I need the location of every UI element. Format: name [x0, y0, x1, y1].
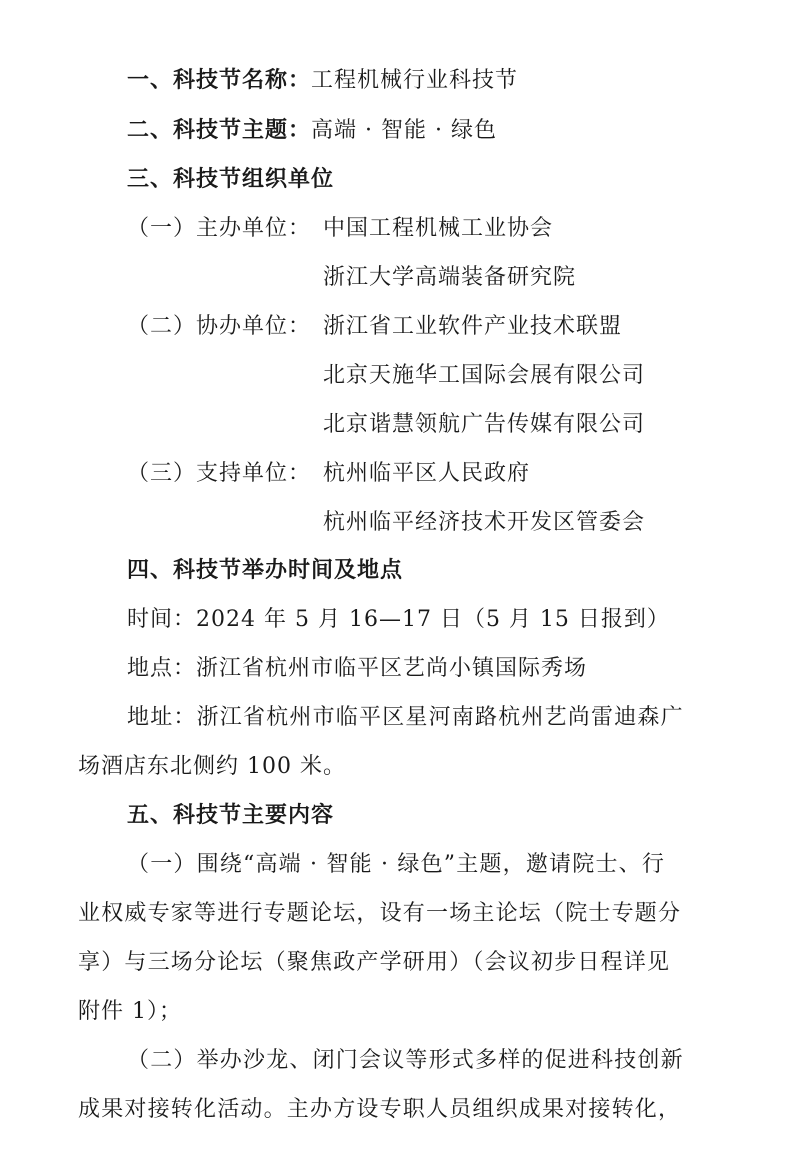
event-time: 时间：2024 年 5 月 16—17 日（5 月 15 日报到）	[127, 607, 670, 632]
section-4-heading: 四、科技节举办时间及地点	[127, 558, 404, 583]
support-label: （三）支持单位：	[127, 461, 312, 486]
host-org-2: 浙江大学高端装备研究院	[323, 265, 577, 290]
co-label: （二）协办单位：	[127, 314, 312, 339]
support-org-1: 杭州临平区人民政府	[323, 461, 531, 486]
content-p2-line-2: 成果对接转化活动。主办方设专职人员组织成果对接转化，	[78, 1097, 682, 1122]
host-label: （一）主办单位：	[127, 216, 312, 241]
section-2-heading: 二、科技节主题：	[127, 118, 312, 143]
content-p1-line-1: （一）围绕“高端 · 智能 · 绿色”主题，邀请院士、行	[127, 852, 666, 877]
co-org-1: 浙江省工业软件产业技术联盟	[323, 314, 623, 339]
content-p1-line-2: 业权威专家等进行专题论坛，设有一场主论坛（院士专题分	[78, 901, 682, 926]
event-address-line-1: 地址：浙江省杭州市临平区星河南路杭州艺尚雷迪森广	[127, 705, 684, 730]
support-org-2: 杭州临平经济技术开发区管委会	[323, 510, 646, 535]
section-1-value: 工程机械行业科技节	[311, 68, 519, 93]
section-1	[127, 66, 518, 96]
content-p1-line-3: 享）与三场分论坛（聚焦政产学研用）（会议初步日程详见	[78, 950, 671, 975]
event-place: 地点：浙江省杭州市临平区艺尚小镇国际秀场	[127, 656, 588, 681]
section-5-heading: 五、科技节主要内容	[127, 803, 335, 828]
content-p2-line-1: （二）举办沙龙、闭门会议等形式多样的促进科技创新	[127, 1048, 684, 1073]
event-address-line-2: 场酒店东北侧约 100 米。	[78, 754, 346, 779]
co-org-2: 北京天施华工国际会展有限公司	[323, 363, 646, 388]
content-p1-line-4: 附件 1）；	[78, 999, 182, 1024]
section-2-value: 高端 · 智能 · 绿色	[311, 118, 497, 143]
co-org-3: 北京谐慧领航广告传媒有限公司	[323, 412, 646, 437]
section-3-heading: 三、科技节组织单位	[127, 167, 335, 192]
host-org-1: 中国工程机械工业协会	[323, 216, 554, 241]
section-1-heading: 一、科技节名称：	[127, 68, 312, 93]
section-2	[127, 116, 497, 146]
